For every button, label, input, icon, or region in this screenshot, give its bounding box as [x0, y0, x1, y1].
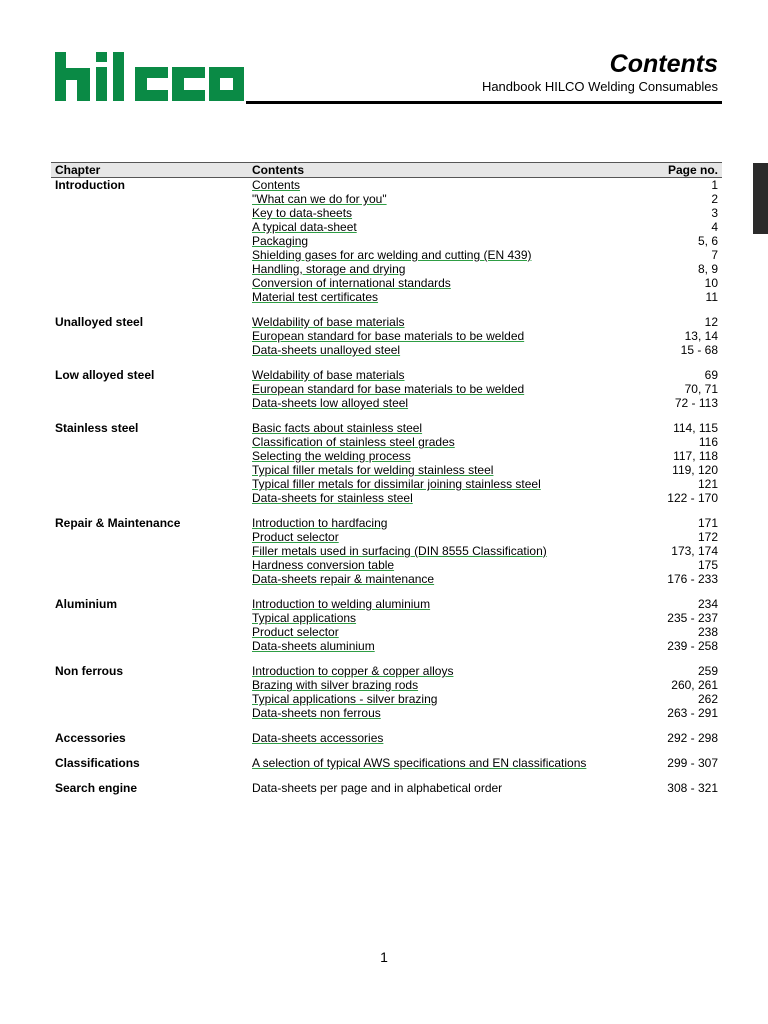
spacer-cell	[51, 357, 722, 368]
contents-cell	[248, 178, 653, 193]
contents-cell	[248, 276, 653, 290]
page-number-cell: 299 - 307	[667, 756, 718, 770]
table-row	[51, 692, 722, 706]
page-number: 1	[380, 949, 388, 965]
contents-link[interactable]: Key to data-sheets	[252, 206, 353, 220]
contents-link[interactable]: European standard for base materials to be welded	[252, 382, 525, 396]
contents-cell	[248, 678, 653, 692]
page-number-cell: 116	[698, 435, 718, 449]
chapter-cell	[51, 491, 248, 505]
section-spacer	[51, 410, 722, 421]
contents-link[interactable]: Product selector	[252, 530, 339, 544]
page-number-cell: 12	[704, 315, 718, 329]
chapter-cell: Unalloyed steel	[55, 315, 144, 329]
contents-link[interactable]: Introduction to welding aluminium	[252, 597, 431, 611]
contents-cell	[248, 463, 653, 477]
table-row	[51, 421, 722, 435]
contents-link[interactable]: Filler metals used in surfacing (DIN 8555 Classification)	[252, 544, 547, 558]
contents-link[interactable]: Data-sheets repair & maintenance	[252, 572, 435, 586]
contents-cell	[248, 692, 653, 706]
page-number-cell: 259	[697, 664, 718, 678]
contents-cell	[248, 544, 653, 558]
chapter-cell	[51, 206, 248, 220]
contents-cell	[248, 329, 653, 343]
contents-cell	[248, 756, 653, 770]
table-row	[51, 597, 722, 611]
contents-cell	[248, 435, 653, 449]
chapter-cell: Non ferrous	[55, 664, 124, 678]
contents-link[interactable]: A typical data-sheet	[252, 220, 357, 234]
page-number-cell: 292 - 298	[667, 731, 718, 745]
contents-cell	[248, 781, 653, 795]
page-number-cell: 235 - 237	[667, 611, 718, 625]
contents-link[interactable]: Contents	[252, 178, 301, 192]
chapter-cell: Aluminium	[55, 597, 117, 611]
table-row	[51, 664, 722, 678]
page-number-cell: 10	[704, 276, 718, 290]
contents-table-body	[51, 178, 722, 796]
contents-link[interactable]: Data-sheets unalloyed steel	[252, 343, 401, 357]
page-number-cell: 4	[711, 220, 718, 234]
contents-cell	[248, 516, 653, 530]
contents-cell	[248, 639, 653, 653]
table-header-row	[51, 163, 722, 178]
chapter-cell: Introduction	[55, 178, 125, 192]
contents-cell	[248, 491, 653, 505]
page-number-cell: 15 - 68	[680, 343, 718, 357]
section-spacer	[51, 720, 722, 731]
page-number-cell: 239 - 258	[667, 639, 718, 653]
contents-cell	[248, 315, 653, 329]
spacer-cell	[51, 745, 722, 756]
chapter-cell: Stainless steel	[55, 421, 139, 435]
table-row	[51, 315, 722, 329]
table-row	[51, 178, 722, 193]
chapter-cell	[51, 435, 248, 449]
table-row	[51, 558, 722, 572]
page-number-cell: 119, 120	[672, 463, 718, 477]
contents-link[interactable]: Data-sheets accessories	[252, 731, 384, 745]
table-row	[51, 234, 722, 248]
page-number-cell: 173, 174	[671, 544, 718, 558]
contents-cell	[248, 706, 653, 720]
contents-cell	[248, 396, 653, 410]
contents-link[interactable]: Typical applications	[252, 611, 357, 625]
section-spacer	[51, 770, 722, 781]
page-number-cell: 72 - 113	[674, 396, 718, 410]
contents-cell	[248, 611, 653, 625]
column-header-contents: Contents	[248, 163, 653, 178]
contents-cell	[248, 220, 653, 234]
page-number-cell: 172	[697, 530, 718, 544]
contents-cell	[248, 731, 653, 745]
contents-text: Data-sheets per page and in alphabetical order	[252, 781, 503, 795]
contents-link[interactable]: Typical applications - silver brazing	[252, 692, 438, 706]
chapter-cell	[51, 248, 248, 262]
contents-link[interactable]: Selecting the welding process	[252, 449, 411, 463]
contents-link[interactable]: Weldability of base materials	[252, 315, 405, 329]
contents-link[interactable]: Data-sheets non ferrous	[252, 706, 381, 720]
table-row	[51, 572, 722, 586]
chapter-cell	[51, 692, 248, 706]
table-row	[51, 248, 722, 262]
page-number-cell: 7	[711, 248, 718, 262]
contents-cell	[248, 625, 653, 639]
column-header-chapter: Chapter	[51, 163, 248, 178]
table-row	[51, 678, 722, 692]
table-row	[51, 731, 722, 745]
table-row	[51, 192, 722, 206]
page-number-cell: 11	[705, 290, 718, 304]
chapter-cell: Low alloyed steel	[55, 368, 155, 382]
page-number-cell: 122 - 170	[667, 491, 718, 505]
contents-link[interactable]: Classification of stainless steel grades	[252, 435, 455, 449]
chapter-cell	[51, 477, 248, 491]
chapter-cell	[51, 396, 248, 410]
page-subtitle: Handbook HILCO Welding Consumables	[481, 79, 718, 94]
page-number-cell: 8, 9	[697, 262, 718, 276]
section-spacer	[51, 357, 722, 368]
page-number-cell: 238	[697, 625, 718, 639]
table-row	[51, 396, 722, 410]
contents-cell	[248, 343, 653, 357]
table-row	[51, 530, 722, 544]
table-row	[51, 625, 722, 639]
chapter-cell	[51, 625, 248, 639]
section-spacer	[51, 505, 722, 516]
table-row	[51, 329, 722, 343]
contents-cell	[248, 192, 653, 206]
contents-cell	[248, 262, 653, 276]
chapter-cell: Search engine	[55, 781, 138, 795]
spacer-cell	[51, 770, 722, 781]
chapter-cell	[51, 382, 248, 396]
table-row	[51, 491, 722, 505]
chapter-cell	[51, 234, 248, 248]
chapter-cell	[51, 290, 248, 304]
page-number-cell: 2	[711, 192, 718, 206]
section-spacer	[51, 304, 722, 315]
contents-link[interactable]: Packaging	[252, 234, 309, 248]
contents-link[interactable]: Basic facts about stainless steel	[252, 421, 423, 435]
contents-cell	[248, 234, 653, 248]
contents-cell	[248, 290, 653, 304]
page-number-cell: 175	[697, 558, 718, 572]
chapter-cell: Repair & Maintenance	[55, 516, 181, 530]
chapter-cell: Classifications	[55, 756, 140, 770]
table-row	[51, 368, 722, 382]
spacer-cell	[51, 304, 722, 315]
chapter-cell: Accessories	[55, 731, 126, 745]
contents-link[interactable]: Data-sheets aluminium	[252, 639, 375, 653]
contents-link[interactable]: Hardness conversion table	[252, 558, 395, 572]
chapter-cell	[51, 558, 248, 572]
contents-link[interactable]: Material test certificates	[252, 290, 379, 304]
page-number-cell: 263 - 291	[667, 706, 718, 720]
contents-cell	[248, 368, 653, 382]
page-title: Contents	[609, 50, 718, 78]
table-row	[51, 276, 722, 290]
page-number-cell: 260, 261	[671, 678, 718, 692]
contents-link[interactable]: Handling, storage and drying	[252, 262, 406, 276]
section-spacer	[51, 653, 722, 664]
table-row	[51, 756, 722, 770]
chapter-cell	[51, 611, 248, 625]
table-row	[51, 449, 722, 463]
spacer-cell	[51, 410, 722, 421]
page-number-cell: 5, 6	[697, 234, 718, 248]
contents-link[interactable]: "What can we do for you"	[252, 192, 387, 206]
table-row	[51, 639, 722, 653]
page-number-cell: 234	[697, 597, 718, 611]
contents-link[interactable]: Typical filler metals for dissimilar joining stainless steel	[252, 477, 541, 491]
contents-link[interactable]: European standard for base materials to be welded	[252, 329, 525, 343]
contents-cell	[248, 572, 653, 586]
chapter-cell	[51, 329, 248, 343]
page-number-cell: 1	[711, 178, 718, 192]
table-row	[51, 435, 722, 449]
chapter-cell	[51, 449, 248, 463]
table-row	[51, 262, 722, 276]
side-tab-marker	[753, 163, 768, 234]
section-spacer	[51, 745, 722, 756]
page-number-cell: 69	[704, 368, 718, 382]
contents-cell	[248, 530, 653, 544]
contents-link[interactable]: Product selector	[252, 625, 339, 639]
chapter-cell	[51, 463, 248, 477]
page-number-cell: 13, 14	[684, 329, 718, 343]
page-number-cell: 114, 115	[673, 421, 718, 435]
contents-cell	[248, 248, 653, 262]
contents-link[interactable]: Introduction to copper & copper alloys	[252, 664, 454, 678]
table-row	[51, 343, 722, 357]
contents-link[interactable]: Data-sheets for stainless steel	[252, 491, 413, 505]
page-number-cell: 117, 118	[673, 449, 718, 463]
page-number-cell: 3	[711, 206, 718, 220]
section-spacer	[51, 586, 722, 597]
page-number-cell: 121	[697, 477, 718, 491]
contents-link[interactable]: Brazing with silver brazing rods	[252, 678, 419, 692]
table-row	[51, 290, 722, 304]
chapter-cell	[51, 262, 248, 276]
table-row	[51, 477, 722, 491]
page-number-cell: 262	[697, 692, 718, 706]
chapter-cell	[51, 276, 248, 290]
chapter-cell	[51, 678, 248, 692]
table-row	[51, 206, 722, 220]
chapter-cell	[51, 530, 248, 544]
contents-cell	[248, 664, 653, 678]
contents-link[interactable]: Conversion of international standards	[252, 276, 451, 290]
contents-cell	[248, 449, 653, 463]
table-row	[51, 516, 722, 530]
table-row	[51, 220, 722, 234]
contents-link[interactable]: Introduction to hardfacing	[252, 516, 388, 530]
spacer-cell	[51, 505, 722, 516]
page-number-cell: 70, 71	[684, 382, 718, 396]
contents-link[interactable]: Typical filler metals for welding stainless steel	[252, 463, 494, 477]
page-number-cell: 171	[697, 516, 718, 530]
chapter-cell	[51, 639, 248, 653]
column-header-page-no: Page no.	[653, 163, 722, 178]
contents-cell	[248, 597, 653, 611]
spacer-cell	[51, 720, 722, 731]
spacer-cell	[51, 586, 722, 597]
table-row	[51, 382, 722, 396]
contents-link[interactable]: A selection of typical AWS specifications and EN classifications	[252, 756, 587, 770]
chapter-cell	[51, 343, 248, 357]
hilco-logo	[55, 52, 247, 102]
contents-cell	[248, 558, 653, 572]
chapter-cell	[51, 572, 248, 586]
chapter-cell	[51, 192, 248, 206]
contents-link[interactable]: Weldability of base materials	[252, 368, 405, 382]
table-row	[51, 544, 722, 558]
header-rule	[246, 101, 722, 104]
contents-cell	[248, 206, 653, 220]
table-row	[51, 611, 722, 625]
spacer-cell	[51, 653, 722, 664]
table-row	[51, 781, 722, 795]
contents-link[interactable]: Data-sheets low alloyed steel	[252, 396, 409, 410]
table-row	[51, 463, 722, 477]
contents-cell	[248, 477, 653, 491]
contents-cell	[248, 421, 653, 435]
page-number-cell: 176 - 233	[667, 572, 718, 586]
contents-link[interactable]: Shielding gases for arc welding and cutting (EN 439)	[252, 248, 532, 262]
chapter-cell	[51, 544, 248, 558]
page-number-cell: 308 - 321	[667, 781, 718, 795]
table-row	[51, 706, 722, 720]
chapter-cell	[51, 220, 248, 234]
contents-cell	[248, 382, 653, 396]
chapter-cell	[51, 706, 248, 720]
contents-table	[51, 162, 722, 795]
